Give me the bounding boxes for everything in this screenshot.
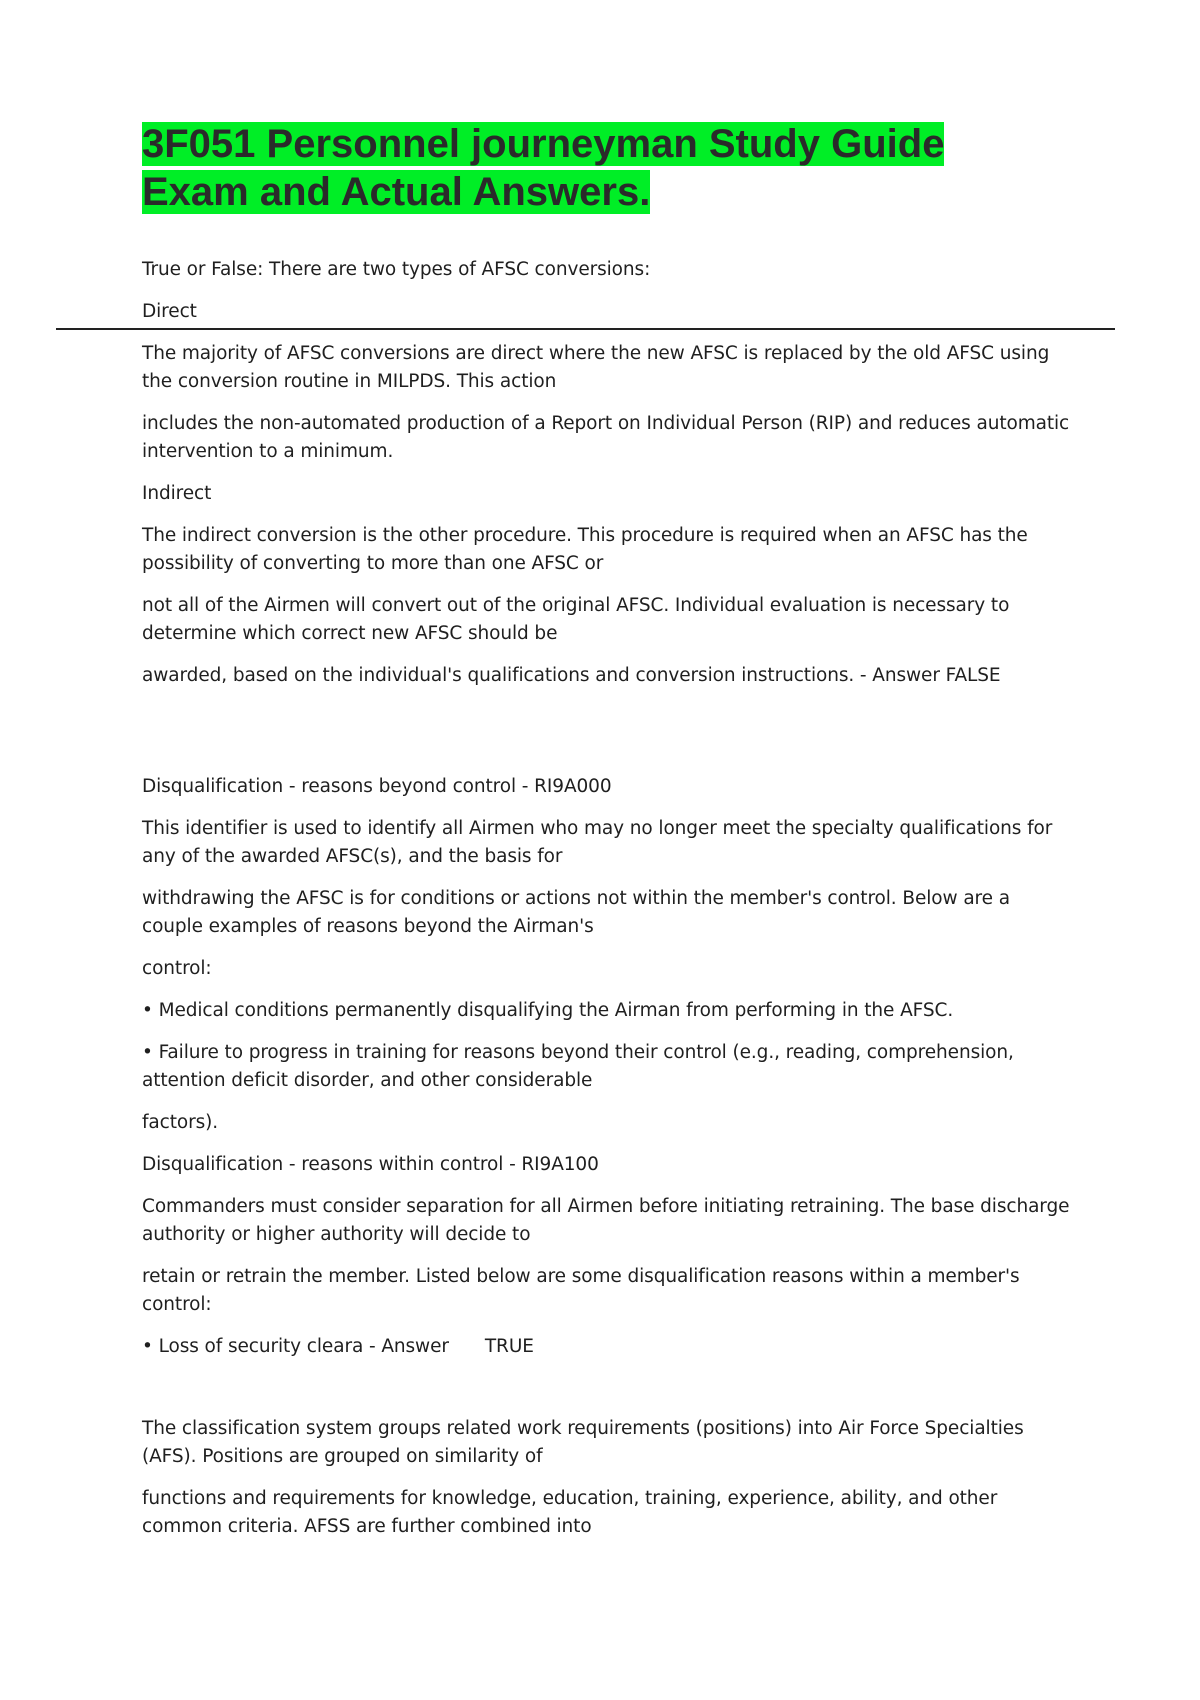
heading-direct: Direct bbox=[142, 301, 197, 322]
document-title bbox=[142, 120, 1042, 216]
paragraph-q2-2: withdrawing the AFSC is for conditions or actions not within the member's control. Below are a couple examples of reasons beyond the Airman's bbox=[142, 888, 1010, 937]
question-1-text: True or False: There are two types of AFSC conversions: bbox=[142, 259, 651, 280]
paragraph-q3-2: functions and requirements for knowledge, education, training, experience, ability, and other common criteria. AFSS are further combined into bbox=[142, 1488, 998, 1537]
answer-2-question: • Loss of security cleara - Answer bbox=[142, 1336, 449, 1357]
paragraph-factors: factors). bbox=[142, 1112, 219, 1133]
paragraph-indirect-2: not all of the Airmen will convert out of the original AFSC. Individual evaluation is necessary to determine which correct new AFSC should be bbox=[142, 595, 1010, 644]
paragraph-direct-1: The majority of AFSC conversions are direct where the new AFSC is replaced by the old AFSC using the conversion routine in MILPDS. This action bbox=[142, 343, 1050, 392]
paragraph-direct-2: includes the non-automated production of a Report on Individual Person (RIP) and reduces automatic intervention to a minimum. bbox=[142, 413, 1070, 462]
title-highlight: 3F051 Personnel journeyman Study Guide Exam and Actual Answers. bbox=[142, 122, 945, 214]
answer-1: awarded, based on the individual's qualifications and conversion instructions. - Answer FALSE bbox=[142, 665, 1001, 686]
heading-within-control: Disqualification - reasons within control - RI9A100 bbox=[142, 1154, 599, 1175]
paragraph-indirect-1: The indirect conversion is the other procedure. This procedure is required when an AFSC has the possibility of converting to more than one AFSC or bbox=[142, 525, 1028, 574]
question-3-text: The classification system groups related work requirements (positions) into Air Force Specialties (AFS). Positions are grouped on similarity of bbox=[142, 1418, 1024, 1467]
answer-2-value: TRUE bbox=[484, 1336, 534, 1357]
bullet-training: • Failure to progress in training for reasons beyond their control (e.g., reading, comprehension, attention deficit disorder, and other considerable bbox=[142, 1042, 1014, 1091]
paragraph-q2-3: control: bbox=[142, 958, 212, 979]
paragraph-commanders: Commanders must consider separation for all Airmen before initiating retraining. The base discharge authority or higher authority will decide to bbox=[142, 1196, 1070, 1245]
bullet-medical: • Medical conditions permanently disqualifying the Airman from performing in the AFSC. bbox=[142, 1000, 954, 1021]
paragraph-q2-1: This identifier is used to identify all Airmen who may no longer meet the specialty qualifications for any of the awarded AFSC(s), and the basis for bbox=[142, 818, 1053, 867]
question-2-heading: Disqualification - reasons beyond control - RI9A000 bbox=[142, 776, 612, 797]
paragraph-retain: retain or retrain the member. Listed below are some disqualification reasons within a member's control: bbox=[142, 1266, 1020, 1315]
answer-2 bbox=[142, 1333, 1072, 1361]
heading-indirect: Indirect bbox=[142, 483, 212, 504]
horizontal-divider bbox=[56, 328, 1115, 330]
